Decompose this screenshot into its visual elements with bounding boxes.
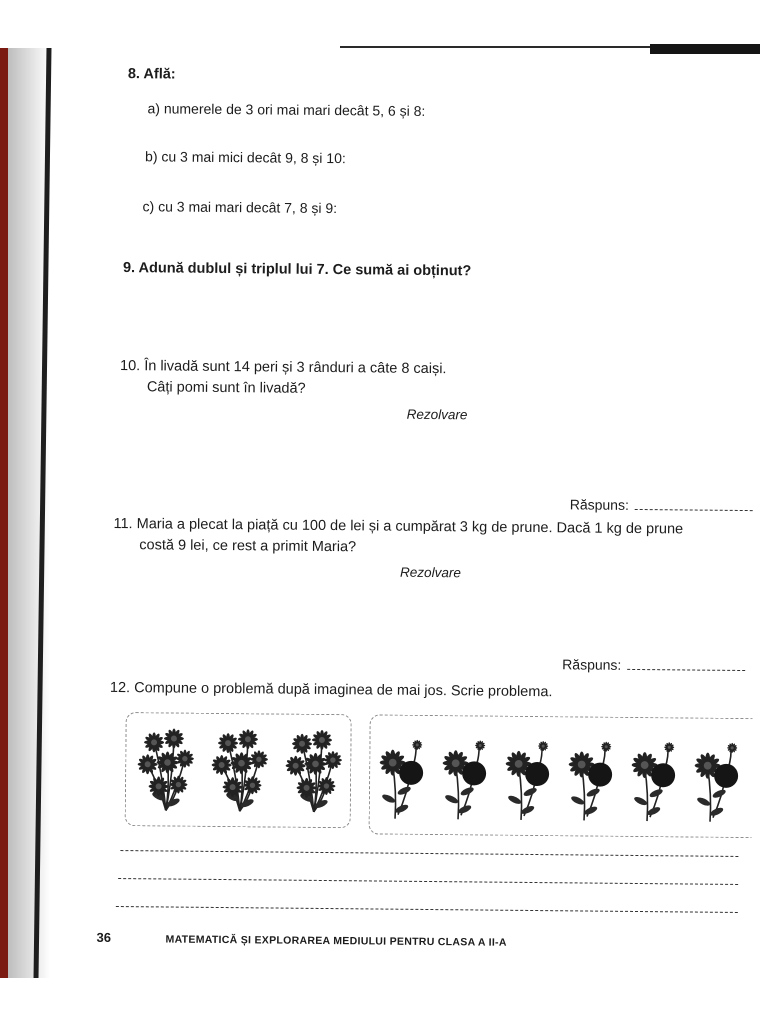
q11-raspuns-label: Răspuns: — [562, 656, 622, 673]
aster-bunch — [283, 726, 346, 822]
q10-line1: 10. În livadă sunt 14 peri și 3 rânduri a câte 8 caiși. — [119, 358, 447, 378]
q12-title: 12. Compune o problemă după imaginea de mai jos. Scrie problema. — [109, 679, 553, 701]
page-number: 36 — [96, 929, 112, 945]
dahlia-flower — [438, 735, 497, 827]
q9-title: 9. Adună dublul și triplul lui 7. Ce sumă ai obținut? — [122, 260, 472, 280]
aster-bunch — [135, 724, 198, 820]
q11-rezolvare: Rezolvare — [400, 564, 461, 581]
book-title: MATEMATICĂ ȘI EXPLORAREA MEDIULUI PENTRU CLASA A II-A — [165, 933, 507, 949]
writing-line-1 — [120, 850, 738, 857]
dahlia-flower — [564, 736, 623, 828]
flower-group-asters — [129, 724, 346, 822]
dahlia-flower — [627, 737, 686, 829]
q11-line1: 11. Maria a plecat la piață cu 100 de lei și a cumpărat 3 kg de prune. Dacă 1 kg de prune — [113, 515, 684, 538]
aster-bunch — [209, 725, 272, 821]
dahlia-flower — [501, 736, 560, 828]
q10-raspuns — [570, 496, 753, 514]
q10-raspuns-label: Răspuns: — [569, 496, 629, 513]
writing-line-2 — [118, 878, 738, 885]
q10-rezolvare: Rezolvare — [406, 406, 468, 423]
q10-answer-blank — [635, 497, 753, 511]
q10-line2: Câți pomi sunt în livadă? — [146, 379, 306, 397]
q8-c: c) cu 3 mai mari decât 7, 8 și 9: — [142, 198, 338, 217]
writing-line-3 — [116, 906, 738, 913]
flower-group-dahlias — [373, 734, 752, 828]
q8-a: a) numerele de 3 ori mai mari decât 5, 6 și 8: — [147, 100, 426, 119]
q8-title: 8. Află: — [127, 66, 176, 83]
q11-line2: costă 9 lei, ce rest a primit Maria? — [139, 537, 357, 556]
dahlia-flower — [375, 734, 434, 826]
q8-b: b) cu 3 mai mici decât 9, 8 și 10: — [145, 148, 346, 167]
dahlia-flower — [690, 738, 749, 830]
q11-answer-blank — [627, 657, 745, 671]
q11-raspuns — [562, 656, 745, 674]
